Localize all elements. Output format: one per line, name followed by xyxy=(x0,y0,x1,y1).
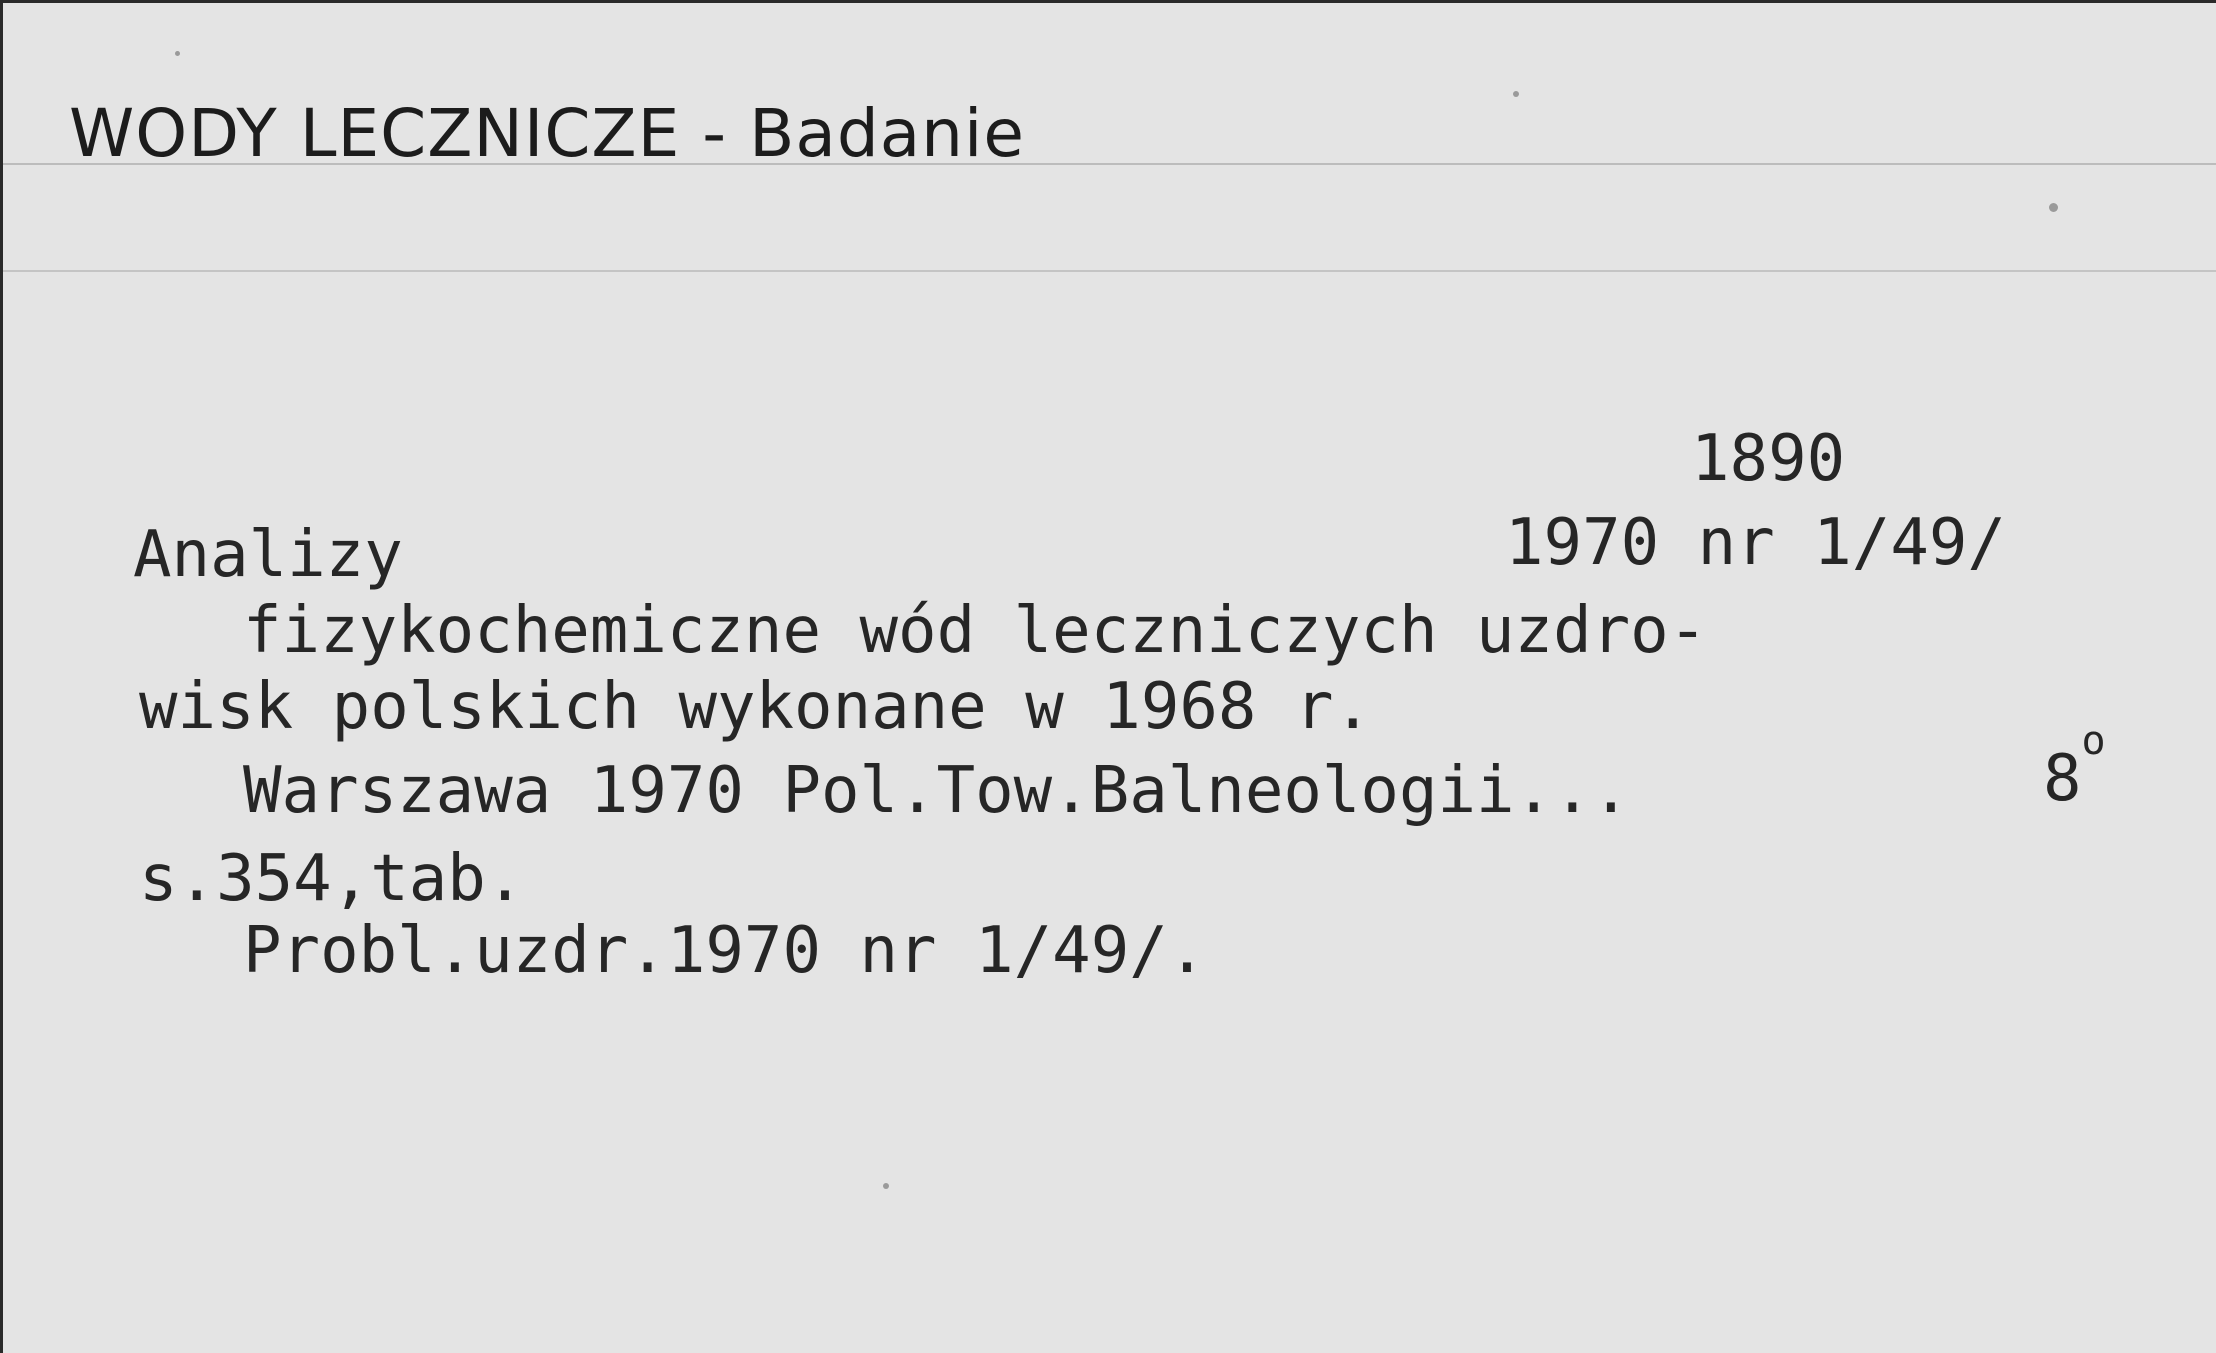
format-value: 8 xyxy=(2043,742,2082,816)
title-line-1: fizykochemiczne wód leczniczych uzdro- xyxy=(243,594,1708,668)
paper-speck xyxy=(175,51,180,56)
title-line-2: wisk polskich wykonane w 1968 r. xyxy=(139,670,1372,744)
call-number: 1890 xyxy=(1691,422,1846,496)
format-degree: o xyxy=(2081,718,2106,764)
format-size xyxy=(2043,718,2106,816)
card-rule-bottom xyxy=(3,270,2216,272)
imprint-line: Warszawa 1970 Pol.Tow.Balneologii... xyxy=(243,754,1631,828)
paper-speck xyxy=(2049,203,2058,212)
paper-speck xyxy=(1513,91,1519,97)
pagination-line: s.354,tab. xyxy=(139,842,525,916)
paper-speck xyxy=(883,1183,889,1189)
subject-heading: WODY LECZNICZE - Badanie xyxy=(69,95,1025,172)
series-line: Probl.uzdr.1970 nr 1/49/. xyxy=(243,914,1207,988)
entry-subheading: Analizy xyxy=(133,518,403,592)
call-reference: 1970 nr 1/49/ xyxy=(1505,506,2006,580)
